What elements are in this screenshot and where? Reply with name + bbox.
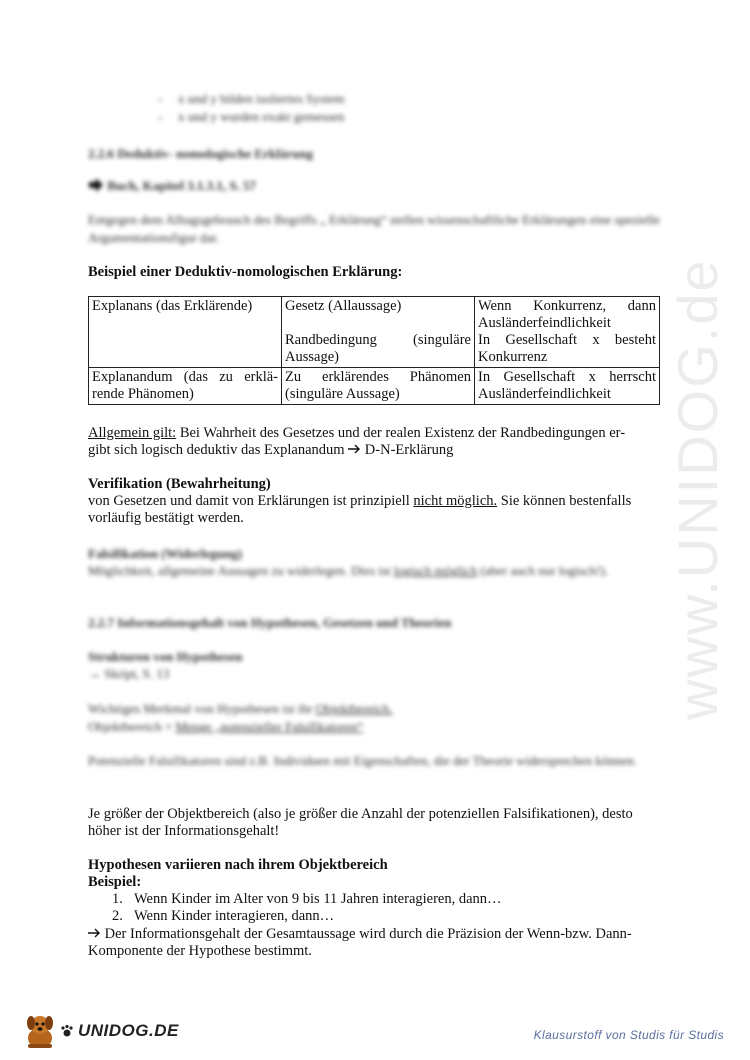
arrow-right-icon (88, 178, 104, 192)
beispiel-label: Beispiel: (88, 874, 142, 890)
cell-text: Zu erklärendes Phänomen (285, 369, 471, 385)
text-segment: Möglichkeit, allgemeine Aussagen zu widerlegen. Dies ist (88, 563, 391, 578)
cell-text: Explanandum (das zu erklä- (92, 369, 278, 385)
blurred-bullet-list (158, 90, 344, 126)
dn-explanation-table (88, 296, 660, 405)
cell-text: In Gesellschaft x herrscht (478, 369, 656, 385)
footer-tagline: Klausurstoff von Studis für Studis (533, 1028, 724, 1042)
table-cell (89, 368, 282, 405)
cell-text: rende Phänomen) (92, 386, 194, 402)
table-cell (475, 297, 660, 368)
hypothesen-list (112, 891, 502, 925)
watermark: www.UNIDOG.de (666, 258, 729, 720)
cell-text: Aussage) (285, 349, 339, 365)
table-cell (89, 297, 282, 368)
list-number: 2. (112, 908, 123, 924)
merkmal-paragraph (88, 700, 660, 736)
allgemein-label: Allgemein gilt: (88, 425, 177, 441)
table-cell (282, 368, 475, 405)
arrow-right-icon: → (88, 666, 101, 681)
cell-text: Konkurrenz (478, 349, 548, 365)
list-item: - x und y wurden exakt gemessen (158, 108, 344, 126)
falsifikation-heading: Falsifikation (Widerlegung) (88, 546, 242, 561)
list-text: Wenn Kinder im Alter von 9 bis 11 Jahren interagieren, dann… (134, 891, 502, 907)
cell-text: In Gesellschaft x besteht (478, 332, 656, 348)
cell-text: Gesetz (Allaussage) (285, 298, 402, 314)
text-segment: höher ist der Informationsgehalt! (88, 823, 280, 839)
list-text: Wenn Kinder interagieren, dann… (134, 908, 335, 924)
text-segment: Wichtiges Merkmal von Hypothesen ist ihr (88, 701, 313, 716)
text-segment: (aber auch nur logisch!). (480, 563, 609, 578)
objektbereich-paragraph (88, 806, 668, 840)
list-item (112, 891, 502, 908)
text-segment: vorläufig bestätigt werden. (88, 510, 244, 526)
cell-text: Ausländerfeindlichkeit (478, 386, 611, 402)
table-cell (282, 297, 475, 368)
allgemein-line1: Bei Wahrheit des Gesetzes und der realen Existenz der Randbedingungen er- (176, 425, 626, 441)
text-segment: Sie können bestenfalls (497, 493, 632, 509)
underlined-text: Menge „potenzieller Falsifikatoren“ (175, 719, 364, 734)
unidog-logo (20, 1012, 179, 1050)
list-item (112, 908, 502, 925)
cell-text: Randbedingung (singuläre (285, 332, 471, 348)
underlined-text: nicht möglich. (413, 493, 498, 509)
skript-reference (88, 665, 169, 682)
paw-icon (60, 1024, 74, 1038)
potenzielle-paragraph: Potenzielle Falsifikatoren sind z.B. Individuen mit Eigenschaften, die der Theorie widersprechen können. (88, 753, 637, 768)
text-segment: von Gesetzen und damit von Erklärungen ist prinzipiell (88, 493, 414, 509)
conclusion-paragraph (88, 926, 668, 960)
cell-text: Ausländerfeindlichkeit (478, 315, 611, 331)
logo-text: UNIDOG.DE (78, 1021, 179, 1040)
list-item: - x und y bilden isoliertes System (158, 90, 344, 108)
text-segment: Je größer der Objektbereich (also je größer die Anzahl der potenziellen Falsifikationen), desto (88, 806, 633, 822)
table-cell (475, 368, 660, 405)
section-heading-227: 2.2.7 Informationsgehalt von Hypothesen, Gesetzen und Theorien (88, 615, 452, 630)
arrow-right-icon (348, 444, 361, 454)
cell-text: (singuläre Aussage) (285, 386, 400, 402)
section-heading-226: 2.2.6 Deduktiv- nomologische Erklärung (88, 146, 313, 161)
dog-icon (20, 1012, 60, 1050)
falsifikation-paragraph (88, 562, 660, 580)
text-segment: Der Informationsgehalt der Gesamtaussage wird durch die Präzision der Wenn-bzw. Dann- (104, 926, 632, 942)
list-number: 1. (112, 891, 123, 907)
underlined-text: Objektbereich. (315, 701, 393, 716)
table-row (89, 297, 660, 368)
underlined-text: logisch möglich (393, 563, 478, 578)
verifikation-paragraph (88, 493, 668, 527)
hypothesen-heading: Hypothesen variieren nach ihrem Objektbereich (88, 857, 388, 873)
cell-text: Wenn Konkurrenz, dann (478, 298, 656, 314)
table-row (89, 368, 660, 405)
allgemein-line2: gibt sich logisch deduktiv das Explanandum (88, 442, 345, 458)
verifikation-heading: Verifikation (Bewahrheitung) (88, 476, 271, 492)
intro-paragraph: Entgegen dem Alltagsgebrauch des Begriffs „ Erklärung“ stellen wissenschaftliche Erklärungen eine spezielle Argumentationsfigur dar. (88, 212, 660, 245)
dn-erklaerung-label: D-N-Erklärung (364, 442, 454, 458)
book-reference-text: Buch, Kapitel 3.1.3.1, S. 57 (107, 178, 257, 193)
example-heading: Beispiel einer Deduktiv-nomologischen Erklärung: (88, 264, 403, 280)
text-segment: Skript, S. 13 (104, 666, 170, 681)
arrow-right-icon (88, 928, 101, 938)
strukturen-heading: Strukturen von Hypothesen (88, 649, 243, 664)
text-segment: Komponente der Hypothese bestimmt. (88, 943, 312, 959)
cell-text: Explanans (das Erklärende) (92, 298, 253, 314)
book-reference (88, 177, 256, 194)
text-segment: Objektbereich = (88, 719, 173, 734)
allgemein-paragraph (88, 425, 660, 459)
